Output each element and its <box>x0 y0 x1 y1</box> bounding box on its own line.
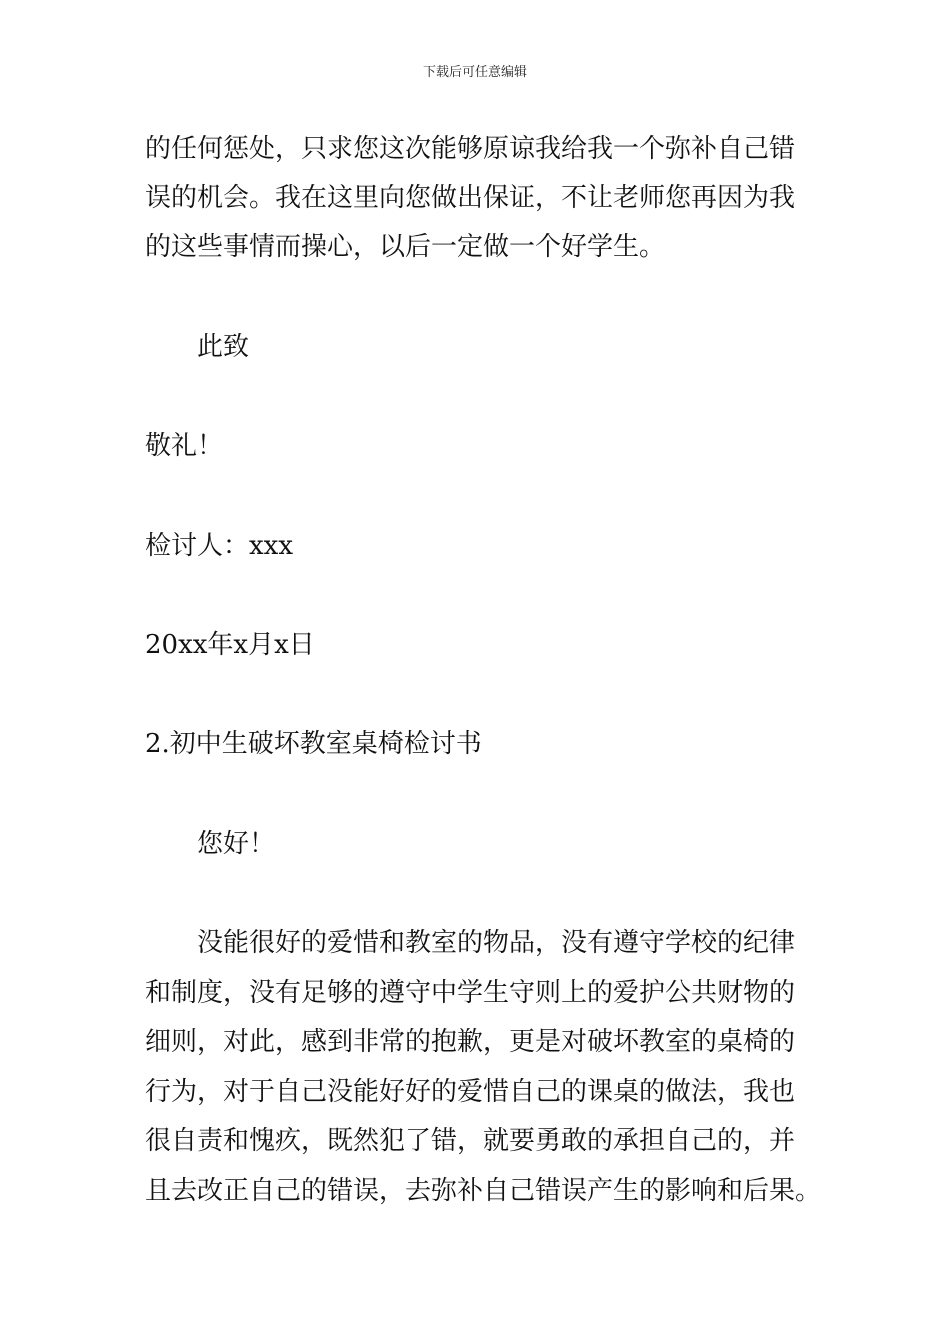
paragraph-line: 误的机会。我在这里向您做出保证，不让老师您再因为我 <box>145 183 796 213</box>
paragraph-line: 细则，对此，感到非常的抱歉，更是对破坏教室的桌椅的 <box>145 1027 796 1057</box>
paragraph-line: 和制度，没有足够的遵守中学生守则上的爱护公共财物的 <box>145 978 796 1008</box>
paragraph-line: 的这些事情而操心，以后一定做一个好学生。 <box>145 232 666 262</box>
closing-salutation: 此致 <box>197 332 250 362</box>
paragraph-line: 且去改正自己的错误，去弥补自己错误产生的影响和后果。 <box>145 1176 822 1206</box>
paragraph-line: 行为，对于自己没能好好的爱惜自己的课桌的做法，我也 <box>145 1077 796 1107</box>
page-header: 下载后可任意编辑 <box>422 65 527 80</box>
section-title: 2.初中生破坏教室桌椅检讨书 <box>145 729 482 759</box>
date-line: 20xx年x月x日 <box>145 630 315 660</box>
greeting: 您好！ <box>197 829 276 859</box>
signature-line: 检讨人：xxx <box>145 531 293 561</box>
paragraph-line: 的任何惩处，只求您这次能够原谅我给我一个弥补自己错 <box>145 134 796 164</box>
closing-regards: 敬礼！ <box>145 431 224 461</box>
paragraph-line: 没能很好的爱惜和教室的物品，没有遵守学校的纪律 <box>197 928 796 958</box>
paragraph-line: 很自责和愧疚，既然犯了错，就要勇敢的承担自己的，并 <box>145 1126 796 1156</box>
